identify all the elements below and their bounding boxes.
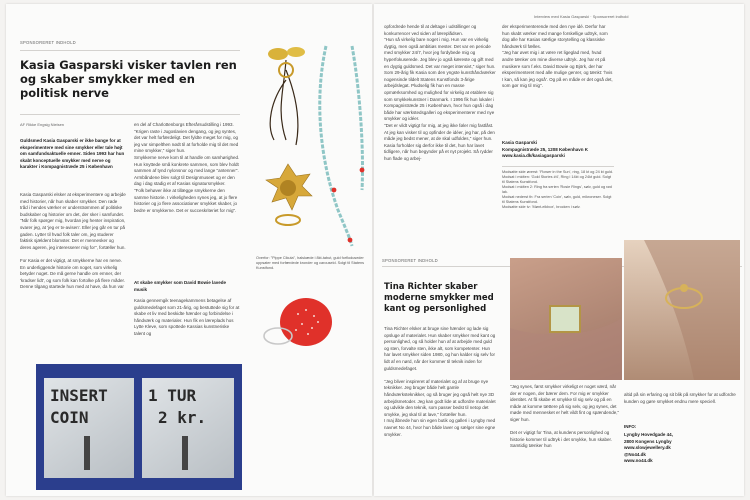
tina-column-1: Tina Richter elsker at bruge sine hænder og lade sig opsluge af materialet. Hun skaber smykker med kant og personlighed, og så holder hun af at arbejde med guld og sten, forvalte sten, ikke alt, som kompetenter. Hun har lavet smykker siden 1980, og hun kalder sig selv for lidt af en nørd, når der kommer til teknik inden for guldsmedefaget. "Jeg bliver inspireret af materialet og af at bruge nye teknikker. Jeg bruger både helt gamle håndværksteknikker, og så bruger jeg også helt nye 3D arbejdsmetoder. Jeg kan godt lide at udfordre materialet og udvikle den teknik, som passer bedst til netop det smykke, jeg skal til at lave," fortæller hun. I maj åbnede hun sin egen butik og galleri i Lyngby med navnet No 44, hvor hun både laver og sælger sine egne smykker. [384,326,496,437]
body-column-1: Kasia Gasparski elsker at eksperimentere og arbejde med historier, når hun skaber smykker. Den røde tråd i hendes værker er understrømmen af politiske budskaber og historier om det, der sker i samfundet. "Når folk spørger mig, hvordan jeg henter inspiration, svarer jeg, at 'jeg er tv-avisen'. Eller jeg går en tur på gaden. Lytter til hvad folk taler om, jeg studerer faktisk sjældent blomster. Det er mennesker og deres ageren, jeg interesserer mig for", fortæller hun. For Kasia er det vigtigt, at smykkerne har en nerve. En underliggende historie om noget, som virkelig betyder noget. De må gerne handle om emner, der 'kradser lidt', og som folk kan fortolke på flere måder. Denne tilgang startede hun med at have, da hun var [20,192,126,290]
byline: AF Rikke Engsig Nielsen [20,122,65,127]
sign-left-line1: INSERT [50,386,108,405]
sign-right-line2: 2 kr. [158,408,207,427]
sign-left-line2: COIN [50,408,89,427]
coin-plate [44,378,134,478]
tina-column-3: altid på sin erfaring og sit blik på smykker for at udfordre kunden og gøre smykket endnu mere speciell. [624,392,736,404]
subheading: At skabe smykker som David Bowie lavede musik [134,280,227,292]
thin-ring-icon [624,240,740,380]
right-page [374,4,744,496]
lead-paragraph: Guldsmed Kasia Gasparski er ikke bange for at eksperimentere med sine smykker eller tale højt om samfundsaktuelle emner. Siden 1993 har hun skabt konceptuelle smykker med nerve og karakter i Kompagnistræde 25 i København [20,138,125,170]
info-label: INFO: [624,424,637,429]
red-ring-photo [258,290,338,360]
running-header: Interview med Kasia Gasparski · Sponsoreret indhold [534,14,629,19]
headline-2: Tina Richter skaber moderne smykker med kant og personlighed [384,282,494,314]
info-block: Lyngby Hovedgade 44, 2800 Kongens Lyngby www.slowjewellery.dk @No44.dk www.no44.dk [624,432,673,464]
sign-right-line1: 1 TUR [148,386,197,405]
right-column-2: der eksperimenterende med den nye idé. Derfor har hun skabt værker med mange forskellige udtryk, som dog alle har Kasias særlige storytelling og klassiske håndværk til fælles. "Jeg har øvet mig i at være ret ligeglad med, hvad andre tænker om mine diverse udtryk. Jeg har et på musikere som f.eks. David Bowie og Björk, der har eksperimenteret med alle mulige genrer, og tænkt: 'hvis I kan, så kan jeg også'. Og på en måde er det også det, som gør mig til mig". [502,24,613,89]
left-page [6,4,372,496]
ring-on-finger-photo [510,258,622,380]
insert-coin-photo [36,364,242,490]
section-label: SPONSORERET INDHOLD [20,40,76,45]
tur-plate [142,378,234,478]
tina-column-2: "Jeg synes, først smykker virkeligt er noget værd, når der er nogen, der bærer dem. For mig er smykker identitet. At få skabe et smykke til sig selv og på en måde at komme tættere på sig selv, og jeg synes, det møde med mennesket er helt vildt fint og spændende," siger hun. Det er vigtigt for Tina, at kundens personlighed og historie kommer til udtryk i det smykke, hun skaber. Samtidig tænker hun [510,384,620,449]
section-label-2: SPONSORERET INDHOLD [382,258,438,263]
gem-ring-icon [510,258,622,380]
thin-ring-photo [624,240,740,380]
body-column-2a: en del af Charlottenborgs Efterårsudstilling i 1993. "Krigen raste i Jugoslavien dengang, og jeg syntes, det var helt forfærdeligt. Det fyldte meget for mig, og jeg var simpelthen nødt til at forholde mig til det med mine smykker," siger hun. Smykkerne nerve kom til at handle om samhørighed. Hun knyttede små konkrete sammen, som blev holdt sammen af tynd nylonsnor og med lange "antenner". Armbåndene blev solgt til Designmuseet og er den dag i dag stadig et af Kasias signatursmykker. "Folk behøver ikke at tillægge smykkerne den samme historie. I virkeligheden synes jeg, at jo flere historier og jo flere associationer smykket skaber, jo bedre er smykkerne. Det er succeskriteriet for mig". [134,122,240,213]
coin-slot [182,436,188,470]
contact-block: Kasia Gasparski Kompagnistræde 25, 1208 København K www.kasia.dk/kasiagasparski [502,140,589,159]
model-info: Modsatte side øverst: 'Flower in the Sun', ring, 18 kt og 24 kt guld. Modsat i midten: 'Gold Stories #4', Ring i 14kt og 24kt guld. Solgt til Statens Kunstfond. Modsat i midten 2: Ring fra serien 'Rosie Rings', sølv, guld og rød lak. Modsat nederst th: Fra serien 'Coin', sølv, guld, mikroneser. Solgt til Statens Kunstfond. Modsatte side tv: 'Mønt-eikbox', brocken i sølv. [502,170,613,209]
coin-slot [84,436,90,470]
necklace-photo [306,40,372,250]
headline: Kasia Gasparski visker tavlen ren og skaber smykker med en politisk nerve [20,58,237,100]
necklace-caption: Overfor: "Pippe Cikuta", halskæde i 8kt-tabut, guld forfloduseder uppsater med forfærdede kronder og carouseld. Solgt til Statens Kunstfond. [256,256,365,270]
right-column-1: opfordrede hende til at deltage i udstillinger og konkurrencer ved siden af læreplådsen. "Hun så virkelig bare noget i mig. Hun var en virkelig dygtig, men også ambitiøs mester. Det var en periode med smykker 24/7, hvor jeg fordybede mig og hyperfokuserede. Jeg blev jo også kæreste og gift med en dygtig guldsmed. Det var meget intensivt," siger hun. Som 29-årig fik Kasia som den yngste kunsthåndværker nogensinde tildelt Statens Kunstfonds 3-årige arbejdslegat. Pludselig fik hun en masse opmærksomhed og mulighed for virkelig at etablere sig som smykkekunstner i Danmark. I 1996 fik hun lokaler i Kompagnistræde 25 i København, hvor hun også i dag både har værkstedsgalleri og eksperimenterer med nye smykker og idéer. "Det er vildt vigtigt for mig, at jeg ikke føler mig fastlåst. At jeg kan visker til og opfinder de idéer, jeg har, på den måde jeg bedst mener, at de skal udfoldes," siger hun. Kasia forholder sig derfor ikke til det, hun har lavet tidligere, når hun begynder på et nyt projekt. Så rydder hun flade og arbej- [384,24,496,161]
body-column-2b: Kasia gennemgik teenagekammens betagelse af guldsmedefaget som 21-årig, og bestuttede sig for at skabe et liv med beskidte hænder og forbindelse i håndværk og materialer. Hun fik en læreplads hos Lytte Kleve, som spottede Kassias kunstneriske talent og [134,298,240,336]
